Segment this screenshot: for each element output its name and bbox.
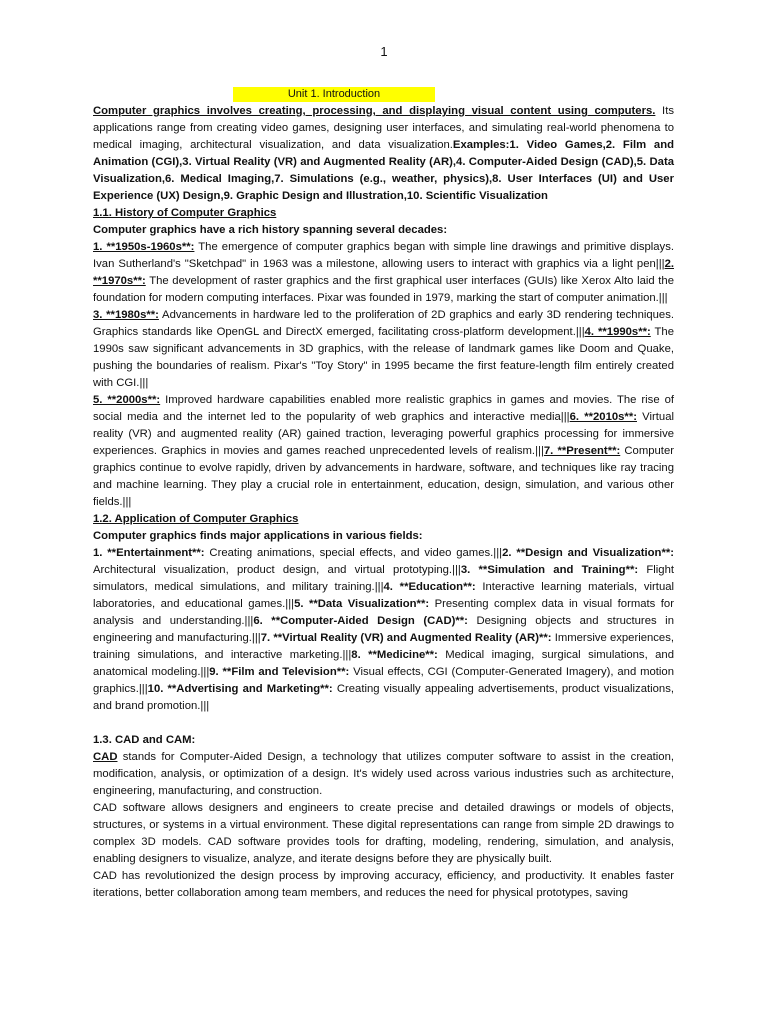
history-label: 6. **2010s**: [569, 411, 637, 423]
history-paragraph-1 [93, 239, 674, 307]
application-text: Flight simulators, medical simulations, and military training.||| [93, 564, 674, 593]
application-label: 4. **Education**: [383, 581, 476, 593]
cad-paragraph-2: CAD software allows designers and engineers to create precise and detailed drawings or models of objects, structures, or systems in a virtual environment. These digital representations can range from simple 2D drawings to complex 3D models. CAD software provides tools for drafting, modeling, rendering, simulation, and analysis, enabling designers to visualize, analyze, and iterate designs before they are physically built. [93, 802, 674, 865]
section-heading-history: 1.1. History of Computer Graphics [93, 207, 277, 219]
history-paragraph-3 [93, 392, 674, 511]
section-heading-applications: 1.2. Application of Computer Graphics [93, 513, 299, 525]
history-text: Improved hardware capabilities enabled more realistic graphics in games and movies. The rise of social media and the internet led to the popularity of web graphics and interactive media||| [93, 394, 675, 423]
application-label: 9. **Film and Television**: [209, 666, 350, 678]
history-paragraph-2 [93, 307, 674, 392]
intro-paragraph [93, 103, 674, 205]
history-text: The 1990s saw significant advancements in 3D graphics, with the release of landmark games like Doom and Quake, pushing the boundaries of realism. Pixar's "Toy Story" in 1995 became the first feature-length film entirely created with CGI.||| [93, 326, 674, 389]
application-text: Creating visually appealing advertisements, product visualizations, and brand promotion.||| [93, 683, 674, 712]
application-text: Immersive experiences, training simulations, and interactive marketing.||| [93, 632, 674, 661]
document-body [93, 103, 674, 902]
application-label: 5. **Data Visualization**: [294, 598, 430, 610]
application-text: Interactive learning materials, virtual laboratories, and educational games.||| [93, 581, 675, 610]
history-label: 3. **1980s**: [93, 309, 159, 321]
blank-line [93, 715, 674, 732]
applications-subheading: Computer graphics finds major applications in various fields: [93, 530, 423, 542]
cad-paragraph-3: CAD has revolutionized the design process by improving accuracy, efficiency, and productivity. It enables faster iterations, better collaboration among team members, and reduces the need for physical prototypes, saving [93, 870, 674, 899]
history-label: 4. **1990s**: [584, 326, 651, 338]
intro-text: Its applications range from creating video games, designing user interfaces, and simulating real-world phenomena to medical imaging, architectural visualization, and data visualization. [93, 105, 674, 151]
application-label: 6. **Computer-Aided Design (CAD)**: [253, 615, 468, 627]
unit-title: Unit 1. Introduction [287, 88, 381, 100]
cad-paragraph-1 [93, 749, 674, 800]
history-text: Advancements in hardware led to the proliferation of 2D graphics and early 3D rendering techniques. Graphics standards like OpenGL and DirectX emerged, facilitating cross-platform development.||| [93, 309, 674, 338]
history-label: 2. **1970s**: [93, 258, 674, 287]
cad-term: CAD [93, 751, 118, 763]
application-label: 8. **Medicine**: [351, 649, 438, 661]
application-label: 2. **Design and Visualization**: [502, 547, 675, 559]
application-label: 10. **Advertising and Marketing**: [147, 683, 333, 695]
application-text: Creating animations, special effects, and video games.||| [204, 547, 503, 559]
history-text: Computer graphics continue to evolve rapidly, driven by advancements in hardware, software, and techniques like ray tracing and machine learning. They play a crucial role in entertainment, education, design, simulation, and various other fields.||| [93, 445, 674, 508]
history-text: The development of raster graphics and the first graphical user interfaces (GUIs) like Xerox Alto laid the foundation for modern computing interfaces. Pixar was founded in 1979, marking the start of computer animation.||| [93, 275, 674, 304]
application-text: Designing objects and structures in engineering and manufacturing.||| [93, 615, 674, 644]
history-label: 1. **1950s-1960s**: [93, 241, 195, 253]
application-text: Presenting complex data in visual formats for analysis and understanding.||| [93, 598, 674, 627]
application-text: Medical imaging, surgical simulations, and anatomical modeling.||| [93, 649, 674, 678]
application-text: Visual effects, CGI (Computer-Generated Imagery), and motion graphics.||| [93, 666, 674, 695]
cad-text: stands for Computer-Aided Design, a technology that utilizes computer software to assist in the creation, modification, analysis, or optimization of a design. It's widely used across various industries such as architecture, engineering, manufacturing, and construction. [93, 751, 674, 797]
history-subheading: Computer graphics have a rich history spanning several decades: [93, 224, 448, 236]
intro-examples: Examples:1. Video Games,2. Film and Animation (CGI),3. Virtual Reality (VR) and Augmented Reality (AR),4. Computer-Aided Design (CAD),5. Data Visualization,6. Medical Imaging,7. Simulations (e.g., weather, physics),8. User Interfaces (UI) and User Experience (UX) Design,9. Graphic Design and Illustration,10. Scientific Visualization [93, 139, 674, 202]
history-label: 7. **Present**: [543, 445, 621, 457]
history-text: The emergence of computer graphics began with simple line drawings and primitive displays. Ivan Sutherland's "Sketchpad" in 1963 was a milestone, allowing users to interact with graphics via a light pen||| [93, 241, 674, 270]
application-text: Architectural visualization, product design, and virtual prototyping.||| [93, 564, 461, 576]
application-label: 3. **Simulation and Training**: [460, 564, 639, 576]
applications-paragraph [93, 545, 674, 715]
intro-lead: Computer graphics involves creating, processing, and displaying visual content using computers. [93, 105, 656, 117]
page-number: 1 [380, 44, 388, 59]
application-label: 1. **Entertainment**: [93, 547, 205, 559]
history-label: 5. **2000s**: [93, 394, 161, 406]
section-heading-cad: 1.3. CAD and CAM: [93, 734, 196, 746]
application-label: 7. **Virtual Reality (VR) and Augmented Reality (AR)**: [260, 632, 552, 644]
history-text: Virtual reality (VR) and augmented reality (AR) gained traction, leveraging powerful graphics processing for immersive experiences. Graphics in movies and games reached unprecedented levels of realism.||| [93, 411, 674, 457]
